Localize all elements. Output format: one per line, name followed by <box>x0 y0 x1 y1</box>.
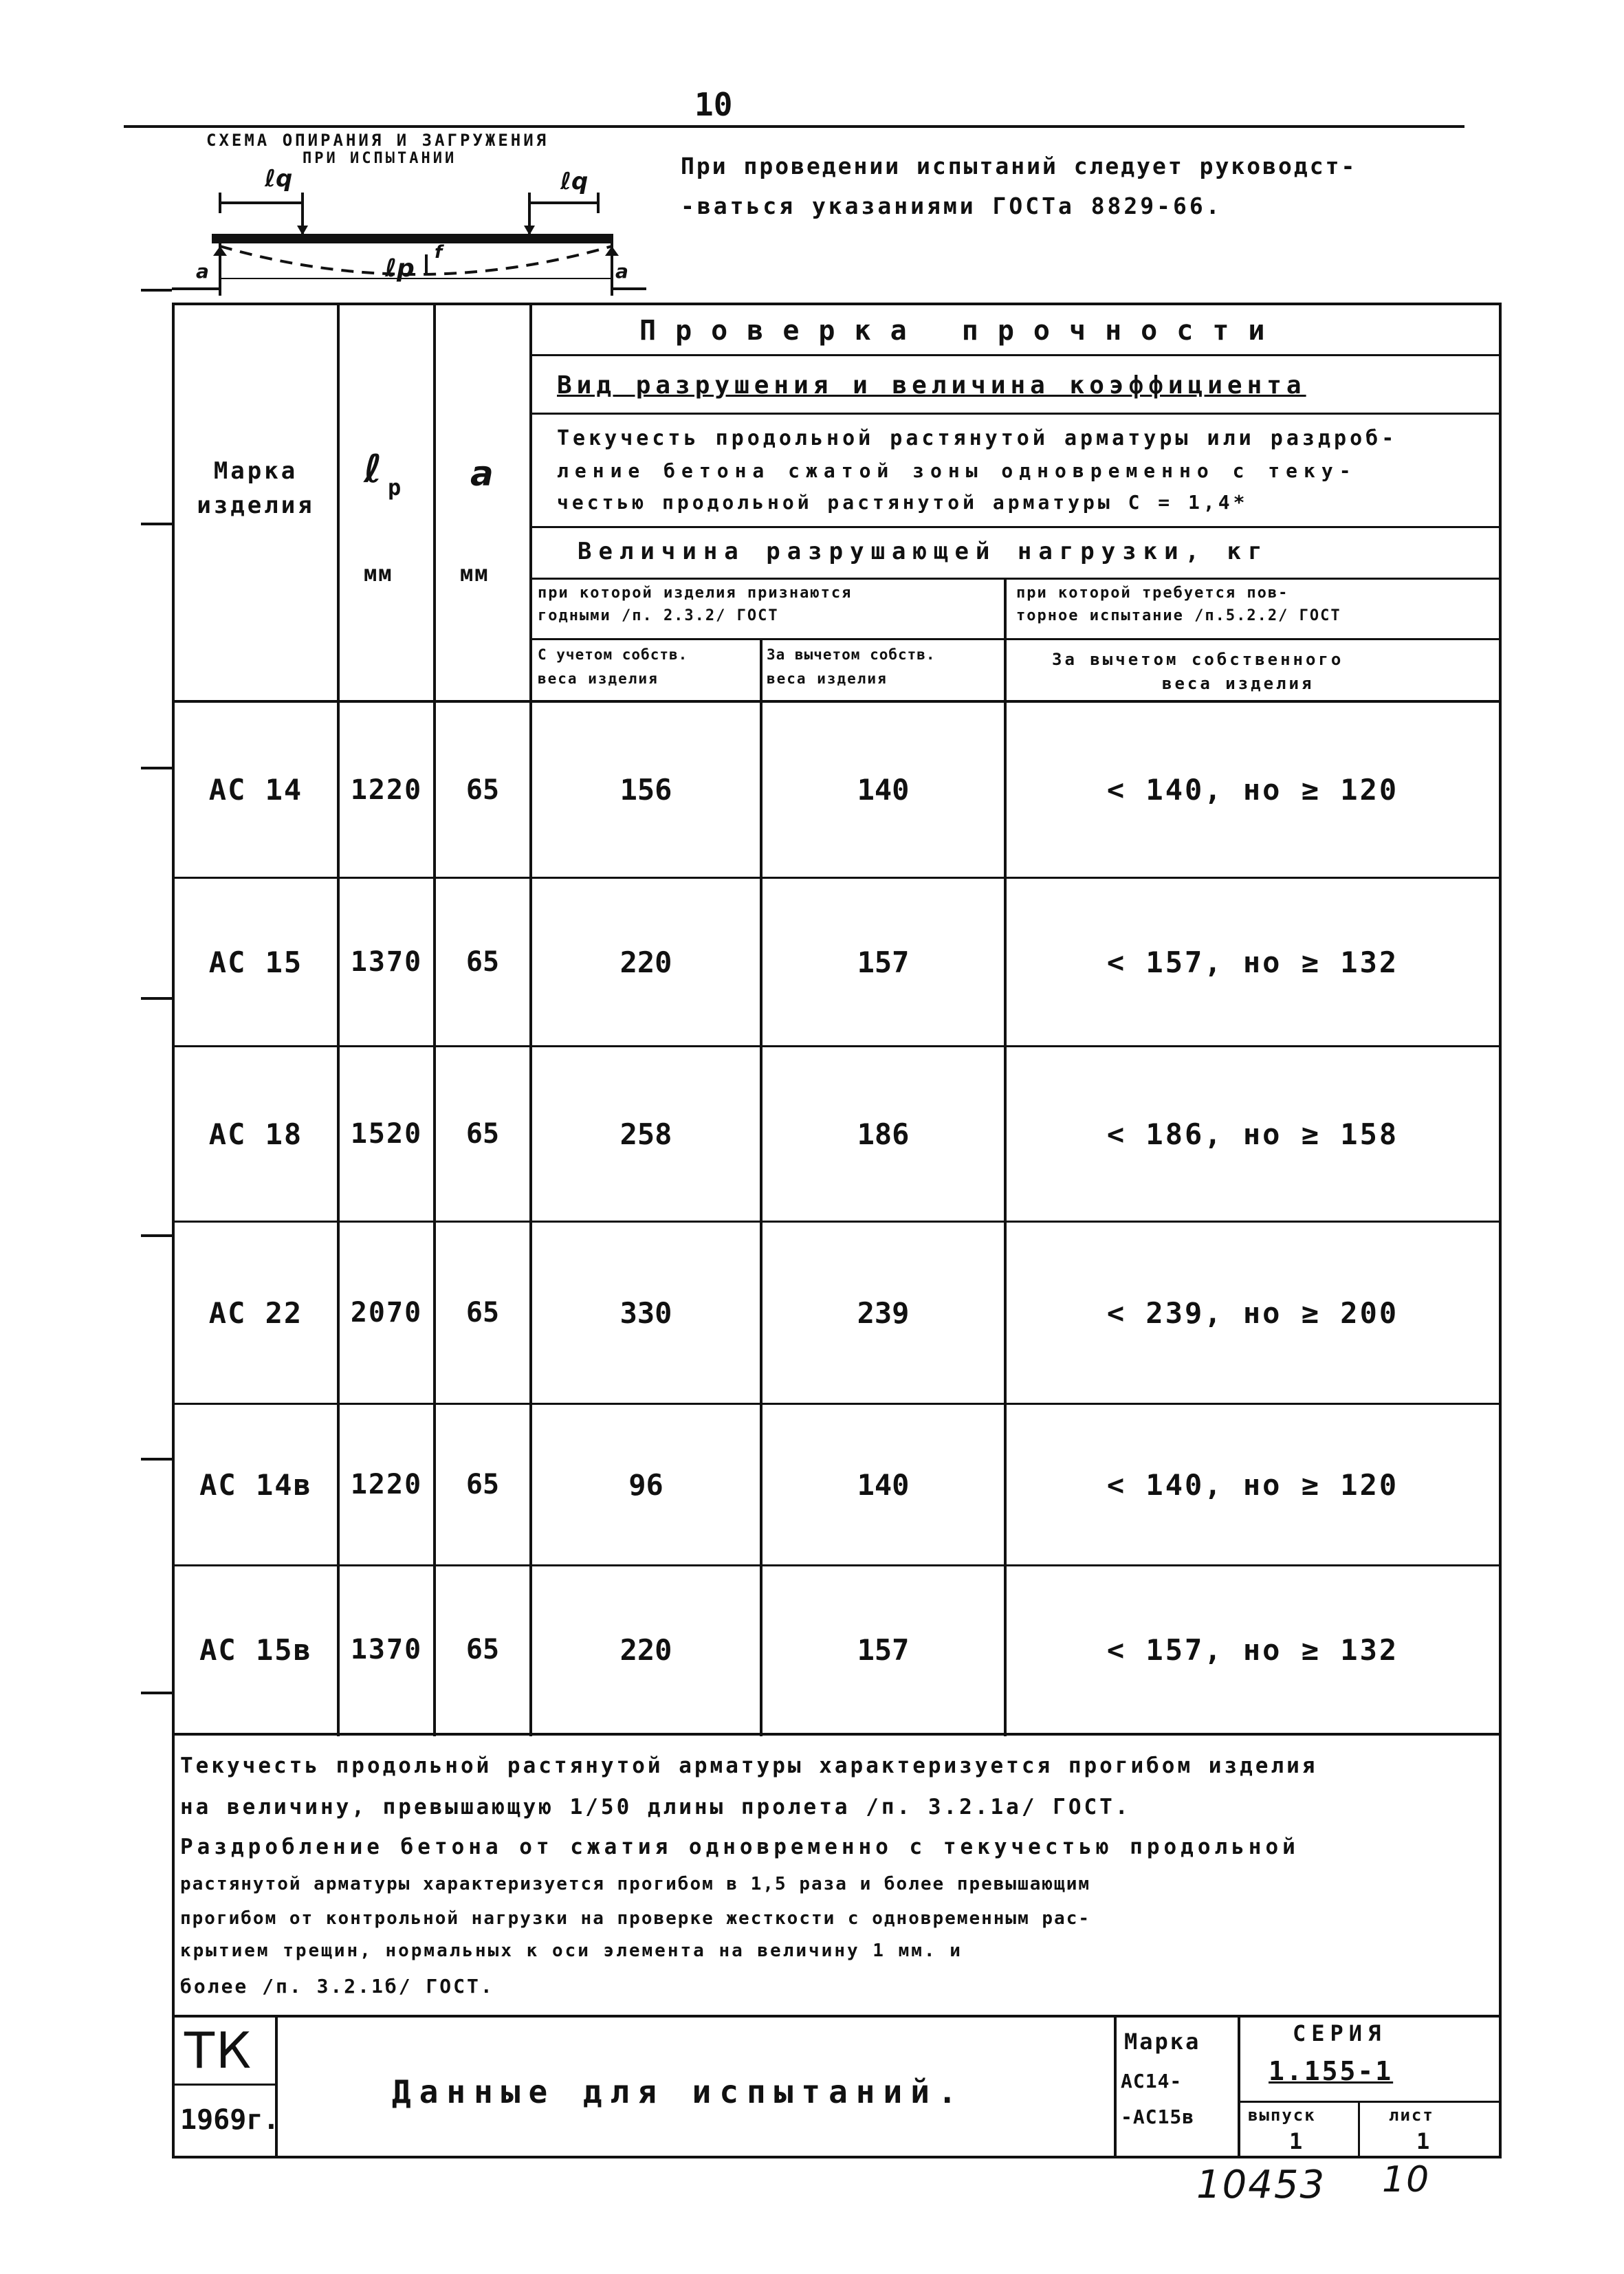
margin-tick-5 <box>141 1234 172 1237</box>
table-right-border <box>1499 303 1502 1733</box>
stamp-bottom <box>172 2156 1502 2158</box>
row-lp: 2070 <box>350 1297 423 1329</box>
with-own-line1: С учетом собств. <box>538 646 688 663</box>
stamp-left <box>172 2015 175 2158</box>
row-retest: < 186, но ≥ 158 <box>1106 1117 1399 1151</box>
header-a <box>436 440 529 587</box>
handwritten-inventory: 10453 <box>1196 2163 1326 2207</box>
failure-desc-line3: честью продольной растянутой арматуры C = 1,4* <box>557 491 1249 514</box>
stamp-h-left <box>172 2084 278 2086</box>
hdr-line-5 <box>529 638 1502 640</box>
row-minus-own: 186 <box>857 1117 910 1151</box>
scheme-caption-line2: ПРИ ИСПЫТАНИИ <box>303 150 457 167</box>
row-retest: < 157, но ≥ 132 <box>1106 1632 1399 1667</box>
row-lp: 1520 <box>350 1118 423 1150</box>
minus-own-line2: веса изделия <box>767 670 888 687</box>
stamp-v3 <box>1238 2015 1240 2158</box>
stamp-series-label: СЕРИЯ <box>1293 2020 1387 2046</box>
with-own-line2: веса изделия <box>538 670 659 687</box>
stamp-title: Данные для испытаний. <box>392 2073 965 2110</box>
retest-line2: торное испытание /п.5.2.2/ ГОСТ <box>1016 607 1341 624</box>
scheme-label-f: f <box>435 242 443 263</box>
stamp-issue-value: 1 <box>1289 2128 1303 2154</box>
load-title: Величина разрушающей нагрузки, кг <box>578 538 1269 565</box>
header-a-symbol: a <box>470 454 494 494</box>
top-rule <box>124 125 1464 128</box>
row-mark: АС 15 <box>208 945 303 979</box>
row-retest: < 157, но ≥ 132 <box>1106 945 1399 979</box>
row-a: 65 <box>465 774 500 806</box>
notes-line1: Текучесть продольной растянутой арматуры характеризуется прогибом изделия <box>180 1753 1318 1778</box>
header-lp-unit: мм <box>364 560 393 587</box>
row-lp: 1220 <box>350 774 423 806</box>
stamp-org: ТК <box>184 2022 253 2079</box>
notes-line7: более /п. 3.2.1б/ ГОСТ. <box>180 1975 494 1998</box>
row-lp: 1220 <box>350 1469 423 1500</box>
margin-tick-3 <box>141 767 172 769</box>
scheme-label-lq-left: ℓq <box>265 165 293 193</box>
margin-tick-2 <box>141 523 172 525</box>
stamp-h-right <box>1238 2101 1502 2103</box>
row-retest: < 140, но ≥ 120 <box>1106 773 1399 807</box>
stamp-v2 <box>1114 2015 1117 2158</box>
scheme-label-a-left: a <box>196 260 209 283</box>
row-a: 65 <box>465 1469 500 1500</box>
scheme-label-lq-right: ℓq <box>560 168 589 195</box>
row-with-own: 156 <box>619 773 672 807</box>
stamp-issue-label: выпуск <box>1248 2106 1316 2125</box>
page-number: 10 <box>694 86 733 123</box>
row-with-own: 258 <box>619 1117 672 1151</box>
header-lp-symbol: ℓ <box>364 447 382 492</box>
row-lp: 1370 <box>350 946 423 978</box>
notes-line6: крытием трещин, нормальных к оси элемента на величину 1 мм. и <box>180 1940 963 1961</box>
hdr-line-1 <box>529 354 1502 356</box>
minus-own2-line2: веса изделия <box>1162 674 1315 693</box>
row-mark: АС 14 <box>208 773 303 807</box>
row-mark: АС 18 <box>208 1117 303 1151</box>
row-with-own: 330 <box>619 1295 672 1330</box>
notes-line2: на величину, превышающую 1/50 длины пролета /п. 3.2.1а/ ГОСТ. <box>180 1795 1131 1819</box>
header-marka-text: Марка изделия <box>197 457 315 519</box>
handwritten-page: 10 <box>1382 2159 1431 2200</box>
row-with-own: 96 <box>628 1467 663 1502</box>
margin-tick-4 <box>141 997 172 1000</box>
row-lp: 1370 <box>350 1634 423 1665</box>
margin-tick-1 <box>141 289 172 292</box>
stamp-sheet-value: 1 <box>1416 2128 1430 2154</box>
row-minus-own: 140 <box>857 1467 910 1502</box>
stamp-marka-line2: -АС15в <box>1121 2106 1195 2128</box>
row-a: 65 <box>465 1634 500 1665</box>
failure-desc-line2: ление бетона сжатой зоны одновременно с теку- <box>557 459 1357 482</box>
scheme-label-lp: ℓp <box>385 254 415 283</box>
minus-own2-line1: За вычетом собственного <box>1052 650 1344 669</box>
header-a-unit: мм <box>460 560 490 587</box>
fit-line2: годными /п. 2.3.2/ ГОСТ <box>538 607 779 624</box>
stamp-top <box>172 2015 1502 2018</box>
instruction-line1: При проведении испытаний следует руководст- <box>681 153 1357 179</box>
margin-tick-7 <box>141 1692 172 1694</box>
row-with-own: 220 <box>619 945 672 979</box>
header-lp-sub: р <box>388 474 402 501</box>
header-lp <box>340 440 433 587</box>
failure-type: Вид разрушения и величина коэффициента <box>557 371 1306 400</box>
row-minus-own: 239 <box>857 1295 910 1330</box>
notes-line3: Раздробление бетона от сжатия одновременно с текучестью продольной <box>180 1835 1299 1859</box>
row-minus-own: 157 <box>857 945 910 979</box>
stamp-v1 <box>275 2015 278 2158</box>
stamp-sheet-label: лист <box>1389 2106 1434 2125</box>
margin-tick-6 <box>141 1458 172 1461</box>
row-mark: АС 22 <box>208 1295 303 1330</box>
row-a: 65 <box>465 1297 500 1329</box>
notes-left-border <box>172 1733 175 2022</box>
stamp-series-value: 1.155-1 <box>1269 2056 1394 2086</box>
instruction-line2: -ваться указаниями ГОСТа 8829-66. <box>681 193 1222 219</box>
minus-own-line1: За вычетом собств. <box>767 646 936 663</box>
check-title: Проверка прочности <box>639 315 1284 347</box>
row-a: 65 <box>465 1118 500 1150</box>
row-mark: АС 14в <box>199 1467 312 1502</box>
hdr-line-2 <box>529 413 1502 415</box>
header-marka <box>175 440 337 536</box>
fit-line1: при которой изделия признаются <box>538 584 853 602</box>
row-minus-own: 157 <box>857 1632 910 1667</box>
row-mark: АС 15в <box>199 1632 312 1667</box>
row-minus-own: 140 <box>857 773 910 807</box>
hdr-line-4 <box>529 578 1502 580</box>
retest-line1: при которой требуется пов- <box>1016 584 1289 602</box>
row-a: 65 <box>465 946 500 978</box>
stamp-year: 1969г. <box>180 2104 280 2136</box>
table-top-border <box>172 303 1502 305</box>
stamp-marka-label: Марка <box>1124 2029 1201 2055</box>
scheme-caption-line1: СХЕМА ОПИРАНИЯ И ЗАГРУЖЕНИЯ <box>206 131 549 150</box>
stamp-marka-line1: АС14- <box>1121 2070 1183 2092</box>
table-bottom-border <box>172 1733 1502 1736</box>
row-retest: < 140, но ≥ 120 <box>1106 1467 1399 1502</box>
notes-line4: растянутой арматуры характеризуется прогибом в 1,5 раза и более превышающим <box>180 1874 1090 1894</box>
row-retest: < 239, но ≥ 200 <box>1106 1295 1399 1330</box>
row-with-own: 220 <box>619 1632 672 1667</box>
notes-line5: прогибом от контрольной нагрузки на проверке жесткости с одновременным рас- <box>180 1908 1090 1929</box>
stamp-right <box>1499 2015 1502 2158</box>
notes-right-border <box>1499 1733 1502 2022</box>
stamp-v4 <box>1358 2101 1360 2158</box>
failure-desc-line1: Текучесть продольной растянутой арматуры или раздроб- <box>557 426 1398 450</box>
hdr-line-3 <box>529 526 1502 528</box>
scheme-label-a-right: a <box>615 260 628 283</box>
